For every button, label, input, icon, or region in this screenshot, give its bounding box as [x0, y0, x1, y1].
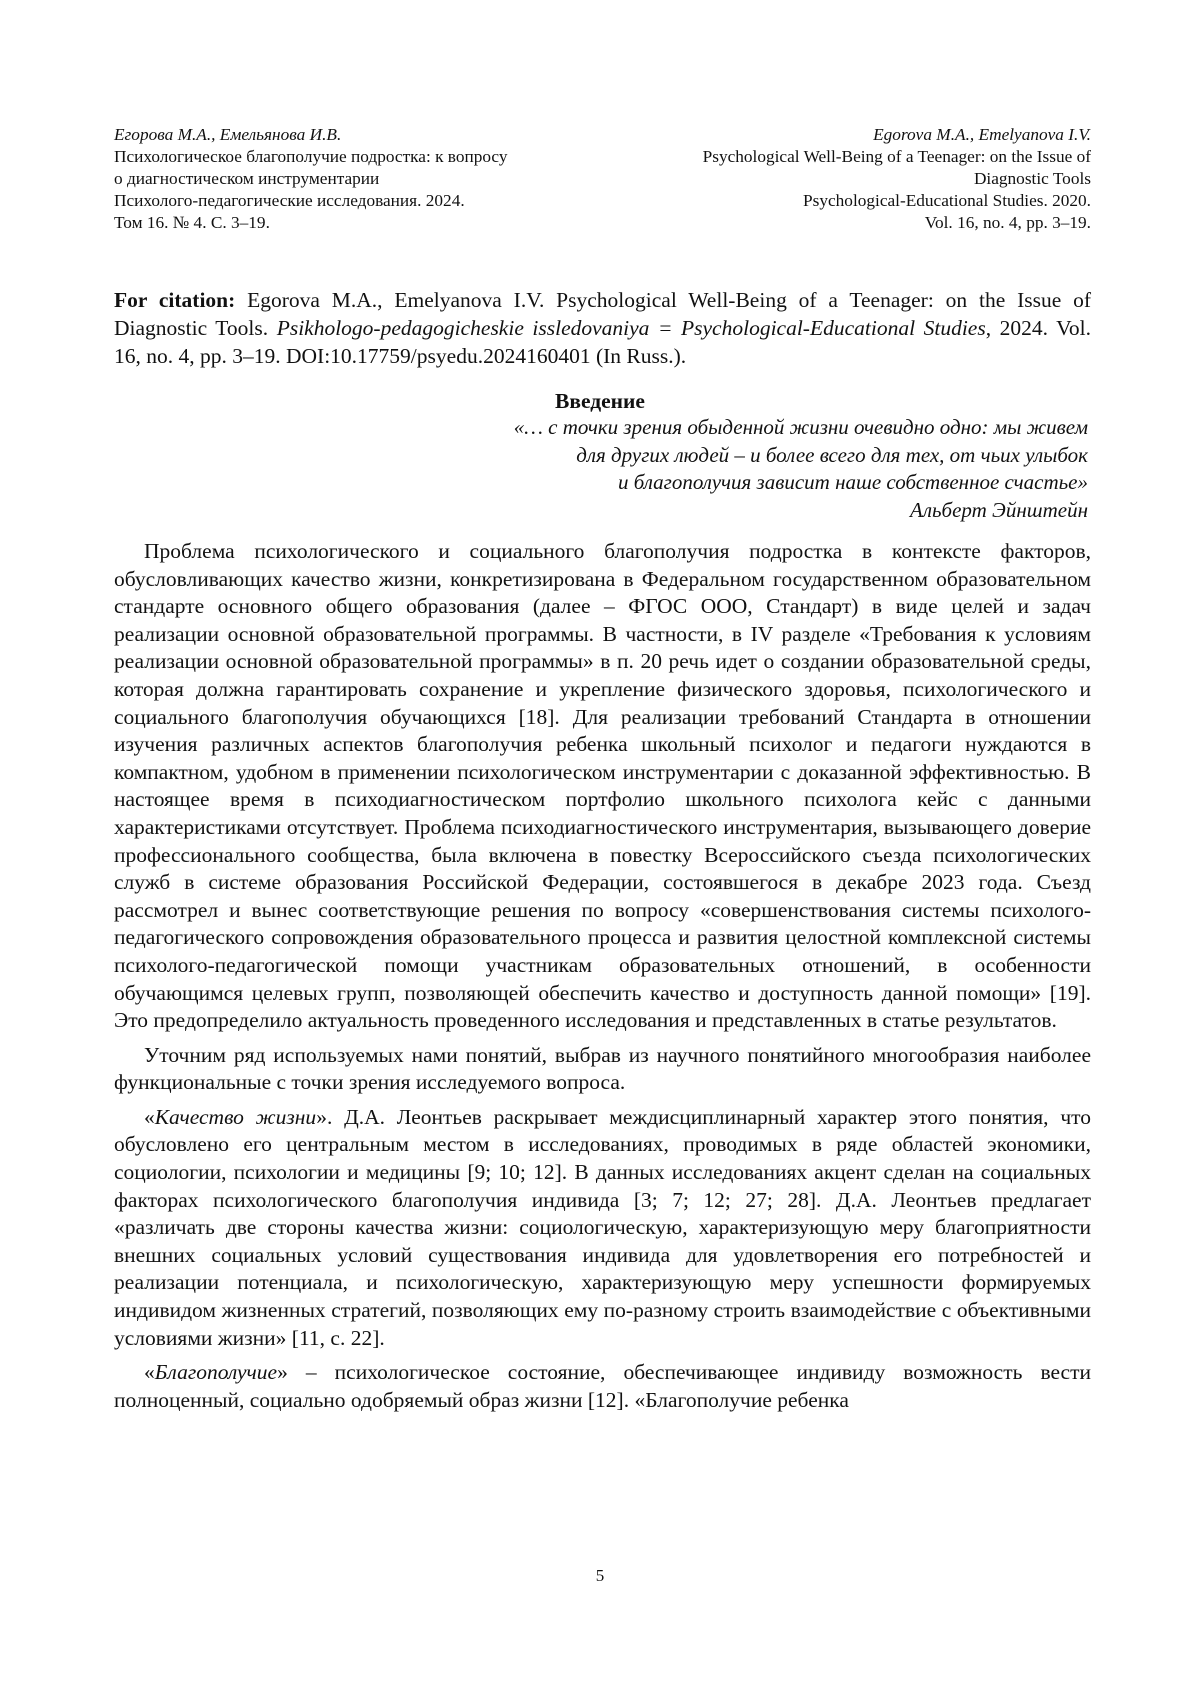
header-title-ru-line1: Психологическое благополучие подростка: к вопросу — [114, 147, 508, 166]
citation-label: For citation: — [114, 288, 236, 312]
citation-text-b: , 2024. Vol. 16, no. 4, pp. 3–19. DOI:10.17759/psyedu.2024160401 (In Russ.). — [114, 316, 1092, 368]
citation-journal: Psikhologo-pedagogicheskie issledovaniya = Psychological-Educational Studies — [276, 316, 986, 340]
header-title-en-line2: Diagnostic Tools — [973, 169, 1091, 188]
header-authors-ru: Егорова М.А., Емельянова И.В. — [114, 125, 342, 144]
header-journal-en: Psychological-Educational Studies. 2020. — [803, 191, 1091, 210]
p3-rest: ». Д.А. Леонтьев раскрывает междисциплинарный характер этого понятия, что обусловлено его центральным местом в исследованиях, проводимых в ряде областей экономики, социологии, психологии и медицины [9; 10; 12]. В данных исследованиях акцент сделан на социальных факторах психологического благополучия индивида [3; 7; 12; 27; 28]. Д.А. Леонтьев предлагает «различать две стороны качества жизни: социологическую, характеризующую меру благоприятности внешних социальных условий существования индивида для удовлетворения его потребностей и реализации потенциала, и психологическую, характеризующую меру успешности формируемых индивидом жизненных стратегий, позволяющих ему по-разному строить взаимодействие с объективными условиями жизни» [11, с. 22]. — [114, 1104, 1091, 1350]
header-title-en-line1: Psychological Well-Being of a Teenager: on the Issue of — [702, 147, 1091, 166]
header-volume-ru: Том 16. № 4. С. 3–19. — [114, 213, 270, 232]
running-header — [114, 124, 1091, 234]
paragraph-4 — [114, 1359, 1091, 1414]
header-volume-en: Vol. 16, no. 4, pp. 3–19. — [924, 213, 1091, 232]
p4-open-quote: « — [144, 1360, 155, 1385]
paragraph-1: Проблема психологического и социального благополучия подростка в контексте факторов, обусловливающих качество жизни, конкретизирована в Федеральном государственном образовательном стандарте основного общего образования (далее – ФГОС ООО, Стандарт) в виде целей и задач реализации основной образовательной программы. В частности, в IV разделе «Требования к условиям реализации основной образовательной программы» в п. 20 речь идет о создании образовательной среды, которая должна гарантировать сохранение и укрепление физического здоровья, психологического и социального благополучия обучающихся [18]. Для реализации требований Стандарта в отношении изучения различных аспектов благополучия ребенка школьный психолог и педагоги нуждаются в компактном, удобном в применении психологическом инструментарии с доказанной эффективностью. В настоящее время в психодиагностическом портфолио школьного психолога кейс с данными характеристиками отсутствует. Проблема психодиагностического инструментария, вызывающего доверие профессионального сообщества, была включена в повестку Всероссийского съезда психологических служб в системе образования Российской Федерации, состоявшегося в декабре 2023 года. Съезд рассмотрел и вынес соответствующие решения по вопросу «совершенствования системы психолого-педагогического сопровождения образовательного процесса и развития целостной комплексной системы психолого-педагогической помощи участникам образовательных отношений, в особенности обучающимся целевых групп, позволяющей обеспечить качество и доступность данной помощи» [19]. Это предопределило актуальность проведенного исследования и представленных в статье результатов. — [114, 539, 1091, 1033]
header-journal-ru: Психолого-педагогические исследования. 2024. — [114, 191, 465, 210]
header-right-english — [703, 124, 1091, 234]
citation-block — [114, 286, 1091, 370]
epigraph-author: Альберт Эйнштейн — [910, 497, 1088, 522]
citation-text-a: Egorova M.A., Emelyanova I.V. Psychological Well-Being of a Teenager: on the Issue of Diagnostic Tools. — [114, 288, 1091, 340]
p4-term: Благополучие — [154, 1360, 278, 1385]
section-title: Введение — [555, 389, 645, 413]
header-left-russian — [114, 124, 508, 234]
p3-open-quote: « — [144, 1104, 155, 1129]
header-title-ru-line2: о диагностическом инструментарии — [114, 169, 380, 188]
p4-rest: » – психологическое состояние, обеспечивающее индивиду возможность вести полноценный, социально одобряемый образ жизни [12]. «Благополучие ребенка — [114, 1360, 1091, 1412]
paragraph-3 — [114, 1104, 1091, 1352]
epigraph — [328, 414, 1088, 524]
page-number: 5 — [595, 1566, 605, 1585]
body-text — [114, 538, 1091, 1421]
p3-term: Качество жизни — [154, 1104, 317, 1129]
epigraph-line2: для других людей – и более всего для тех, от чьих улыбок — [576, 442, 1088, 467]
paragraph-2: Уточним ряд используемых нами понятий, выбрав из научного понятийного многообразия наиболее функциональные с точки зрения исследуемого вопроса. — [114, 1042, 1091, 1095]
epigraph-line1: «… с точки зрения обыденной жизни очевидно одно: мы живем — [513, 415, 1088, 439]
header-authors-en: Egorova M.A., Emelyanova I.V. — [873, 125, 1091, 144]
epigraph-line3: и благополучия зависит наше собственное счастье» — [617, 470, 1088, 494]
